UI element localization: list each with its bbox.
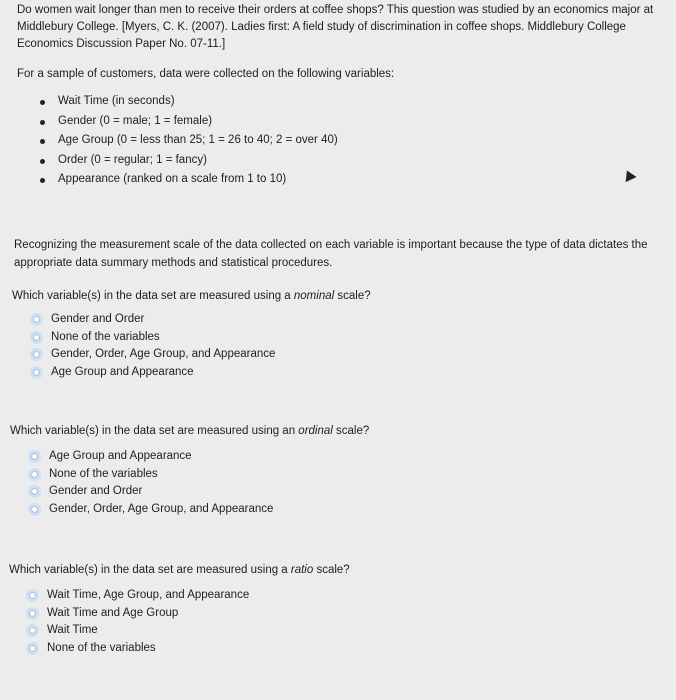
mouse-cursor-icon	[621, 168, 636, 182]
radio-button[interactable]	[28, 468, 41, 481]
list-item: Appearance (ranked on a scale from 1 to 10)	[40, 170, 338, 190]
radio-button[interactable]	[26, 607, 39, 620]
list-item: Order (0 = regular; 1 = fancy)	[40, 151, 338, 171]
radio-button[interactable]	[28, 503, 41, 516]
question-nominal: Which variable(s) in the data set are measured using a nominal scale?	[12, 290, 371, 302]
radio-button[interactable]	[30, 313, 43, 326]
measurement-paragraph: Recognizing the measurement scale of the data collected on each variable is important because the type of data dictates the appropriate data summary methods and statistical procedures.	[14, 239, 648, 269]
variables-list	[40, 92, 338, 190]
radio-option[interactable]: Gender, Order, Age Group, and Appearance	[28, 501, 273, 519]
radio-option[interactable]: Gender, Order, Age Group, and Appearance	[30, 346, 275, 364]
question-emphasis: ordinal	[298, 425, 333, 437]
list-item: Age Group (0 = less than 25; 1 = 26 to 40; 2 = over 40)	[40, 131, 338, 151]
radio-option[interactable]: Age Group and Appearance	[28, 448, 273, 466]
radio-button[interactable]	[28, 485, 41, 498]
radio-option[interactable]: Gender and Order	[30, 311, 275, 329]
radio-option[interactable]: Age Group and Appearance	[30, 364, 275, 382]
radio-button[interactable]	[30, 366, 43, 379]
question-emphasis: nominal	[293, 290, 335, 302]
options-ratio	[26, 587, 249, 657]
radio-option[interactable]: Wait Time and Age Group	[26, 605, 249, 623]
radio-option[interactable]: None of the variables	[28, 466, 273, 484]
radio-option[interactable]: None of the variables	[26, 640, 249, 658]
question-ordinal: Which variable(s) in the data set are measured using an ordinal scale?	[10, 425, 370, 437]
options-nominal	[30, 311, 275, 381]
radio-option[interactable]: None of the variables	[30, 329, 275, 347]
radio-button[interactable]	[26, 642, 39, 655]
list-item: Wait Time (in seconds)	[40, 92, 338, 112]
list-item: Gender (0 = male; 1 = female)	[40, 112, 338, 132]
radio-option[interactable]: Gender and Order	[28, 483, 273, 501]
intro-text: Do women wait longer than men to receive their orders at coffee shops? This question was studied by an economics major at Middlebury College. [Myers, C. K. (2007). Ladies first: A field study of discrimination in coffee shops. Middlebury College Economics Discussion Paper No. 07-11.]	[17, 4, 654, 50]
variables-lead: For a sample of customers, data were collected on the following variables:	[17, 68, 395, 80]
radio-button[interactable]	[26, 624, 39, 637]
radio-button[interactable]	[28, 450, 41, 463]
radio-button[interactable]	[26, 589, 39, 602]
question-emphasis: ratio	[290, 564, 314, 576]
radio-button[interactable]	[30, 331, 43, 344]
radio-button[interactable]	[30, 348, 43, 361]
options-ordinal	[28, 448, 273, 518]
question-ratio: Which variable(s) in the data set are measured using a ratio scale?	[9, 564, 350, 576]
radio-option[interactable]: Wait Time	[26, 622, 249, 640]
radio-option[interactable]: Wait Time, Age Group, and Appearance	[26, 587, 249, 605]
